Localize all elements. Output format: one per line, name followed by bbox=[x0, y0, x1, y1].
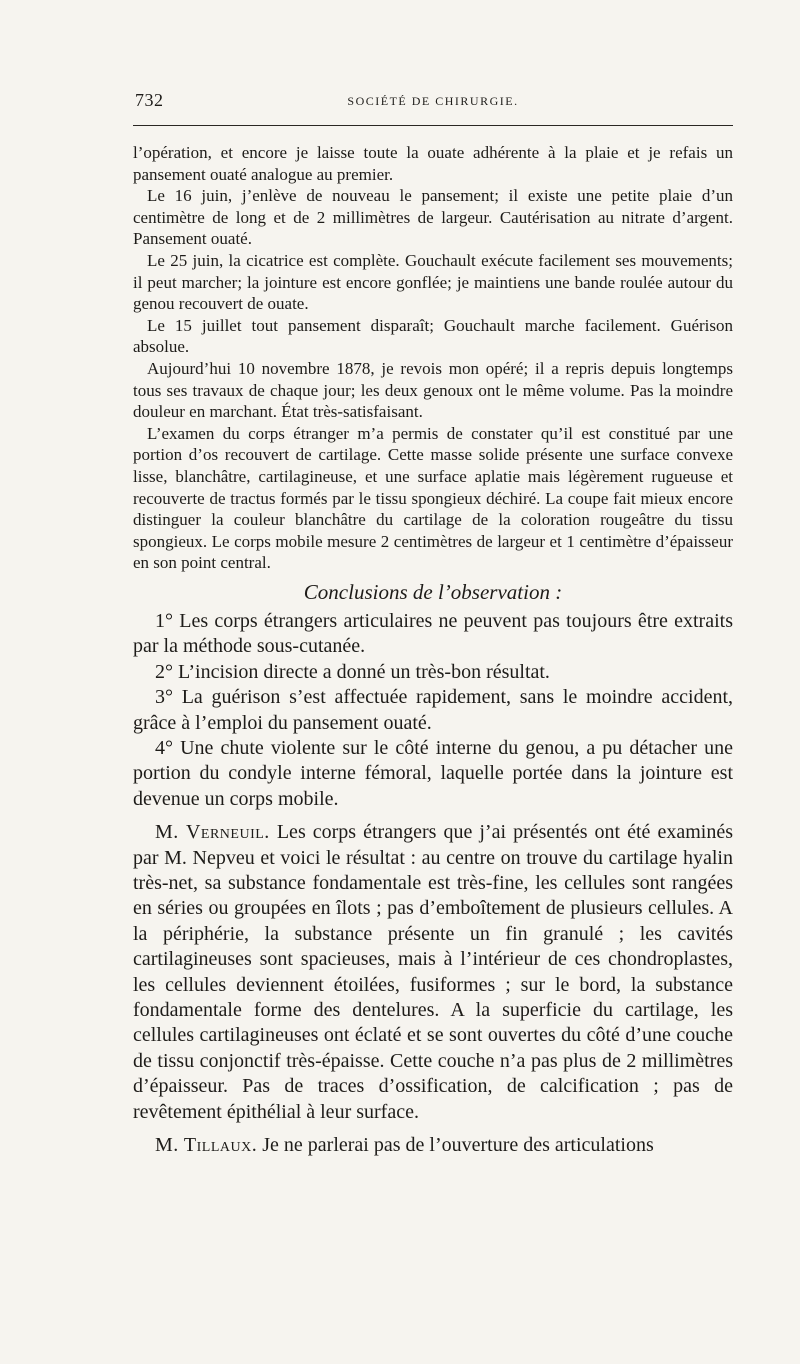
conclusion-item: 4° Une chute violente sur le côté interne du genou, a pu détacher une portion du condyle interne fémoral, laquelle portée dans la jointure est devenue un corps mobile. bbox=[133, 736, 733, 810]
conclusion-item: 1° Les corps étrangers articulaires ne peuvent pas toujours être extraits par la méthode sous-cutanée. bbox=[133, 609, 733, 658]
conclusions-section bbox=[133, 609, 733, 1159]
observation-paragraph: Le 15 juillet tout pansement disparaît; Gouchault marche facilement. Guérison absolue. bbox=[133, 315, 733, 357]
observation-paragraph: l’opération, et encore je laisse toute la ouate adhérente à la plaie et je refais un pansement ouaté analogue au premier. bbox=[133, 143, 733, 184]
page-body bbox=[133, 142, 733, 1158]
observation-paragraph: Le 16 juin, j’enlève de nouveau le pansement; il existe une petite plaie d’un centimètre de long et de 2 millimètres de largeur. Cautérisation au nitrate d’argent. Pansement ouaté. bbox=[133, 186, 733, 249]
observation-section bbox=[133, 142, 733, 574]
page-number: 732 bbox=[135, 90, 164, 110]
running-head: SOCIÉTÉ DE CHIRURGIE. bbox=[347, 94, 519, 108]
observation-paragraph: Aujourd’hui 10 novembre 1878, je revois mon opéré; il a repris depuis longtemps tous ses travaux de chaque jour; les deux genoux ont le même volume. Pas la moindre douleur en marchant. État très-satisfaisant. bbox=[133, 358, 733, 422]
verneuil-paragraph bbox=[133, 820, 733, 1125]
conclusions-heading: Conclusions de l’observation : bbox=[303, 579, 563, 604]
speaker-tillaux: M. Tillaux. bbox=[155, 1134, 258, 1156]
page-header bbox=[133, 90, 733, 114]
conclusion-item: 2° L’incision directe a donné un très-bon résultat. bbox=[155, 660, 550, 683]
verneuil-text: Les corps étrangers que j’ai présentés ont été examinés par M. Nepveu et voici le résultat : au centre on trouve du cartilage hyalin très-net, sa substance fondamentale est très-fine, les cellules sont rangées en séries ou groupées en îlots ; pas d’emboîtement de plusieurs cellules. A la périphérie, la substance présente un fin granulé ; les cavités cartilagineuses sont spacieuses, mais à l’intérieur de ces chondroplastes, les cellules deviennent étoilées, fusiformes ; sur le bord, la substance fondamentale forme des dentelures. A la superficie du cartilage, les cellules cartilagineuses ont éclaté et se sont ouvertes du côté d’une couche de tissu conjonctif très-épaisse. Cette couche n’a pas plus de 2 millimètres d’épaisseur. Pas de traces d’ossification, de calcification ; pas de revêtement épithélial à leur surface. bbox=[133, 821, 734, 1123]
observation-paragraph: Le 25 juin, la cicatrice est complète. Gouchault exécute facilement ses mouvements; il peut marcher; la jointure est encore gonflée; je maintiens une bande roulée autour du genou recouvert de ouate. bbox=[133, 250, 733, 314]
tillaux-text: Je ne parlerai pas de l’ouverture des articulations bbox=[262, 1134, 654, 1156]
header-rule bbox=[133, 125, 733, 126]
observation-paragraph: L’examen du corps étranger m’a permis de constater qu’il est constitué par une portion d’os recouvert de cartilage. Cette masse solide présente une surface convexe lisse, blanchâtre, cartilagineuse, et une surface aplatie mais légèrement rugueuse et recouverte de tractus formés par le tissu spongieux déchiré. La coupe fait mieux encore distinguer la couleur blanchâtre du cartilage de la coloration rougeâtre du tissu spongieux. Le corps mobile mesure 2 centimètres de largeur et 1 centimètre d’épaisseur en son point central. bbox=[133, 423, 733, 573]
speaker-verneuil: M. Verneuil. bbox=[155, 821, 270, 844]
tillaux-paragraph bbox=[133, 1133, 733, 1158]
conclusion-item: 3° La guérison s’est affectuée rapidement, sans le moindre accident, grâce à l’emploi du pansement ouaté. bbox=[133, 686, 733, 734]
